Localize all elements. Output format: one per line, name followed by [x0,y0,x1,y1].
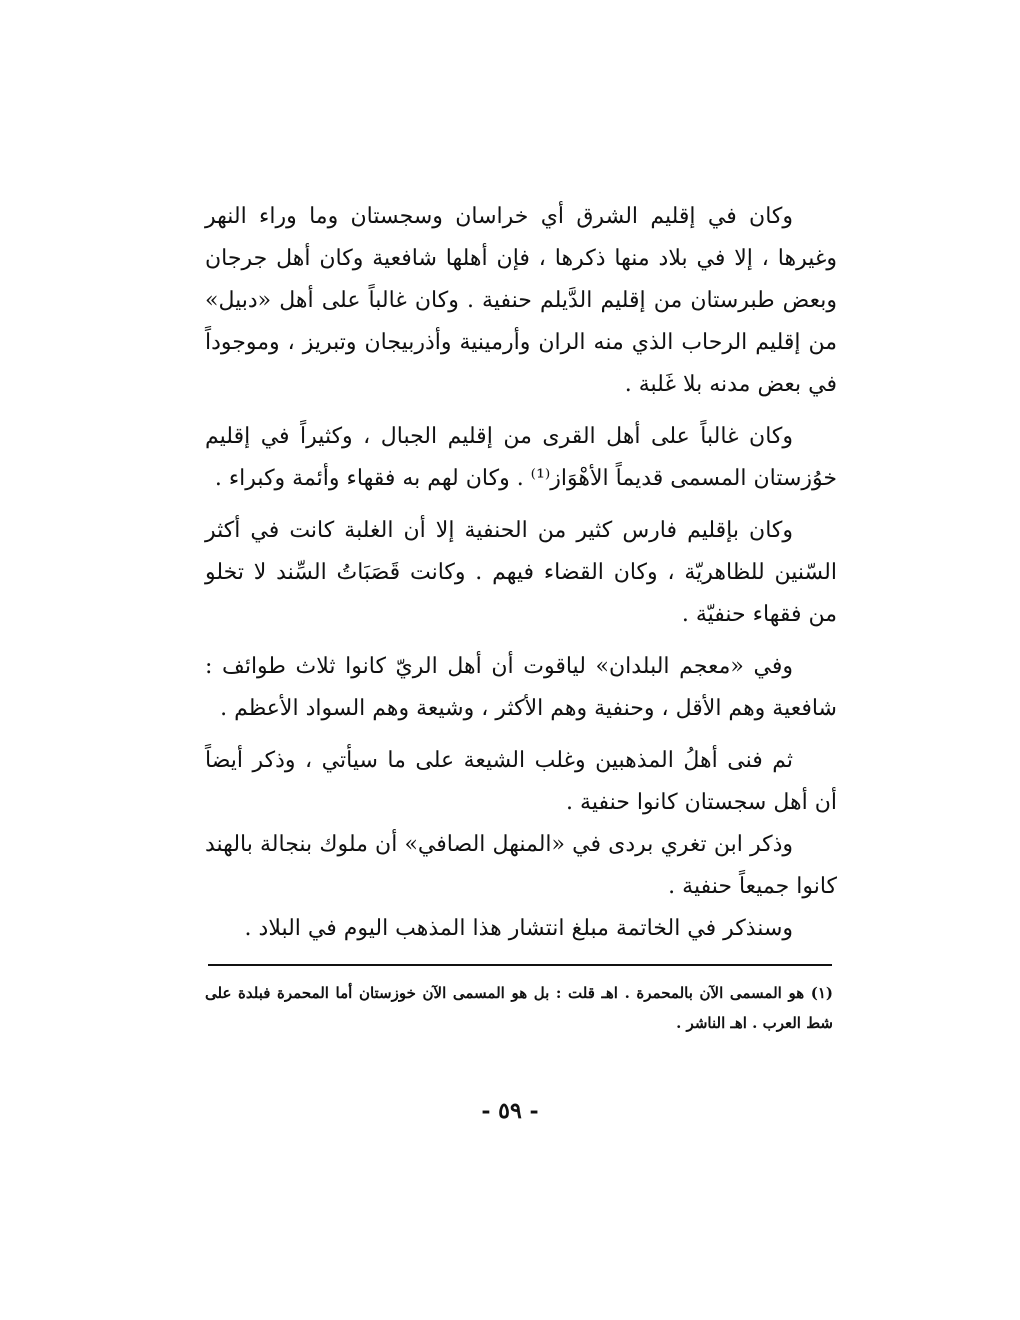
paragraph-1: وكان في إقليم الشرق أي خراسان وسجستان وما وراء النهر وغيرها ، إلا في بلاد منها ذكرها ، فإن أهلها شافعية وكان أهل جرجان وبعض طبرستان من إقليم الدَّيلم حنفية . وكان غالباً على أهل «دبيل» من إقليم الرحاب الذي منه الران وأرمينية وأذربيجان وتبريز ، وموجوداً في بعض مدنه بلا غَلبة . [205,204,837,397]
page-number: - ٥٩ - [481,1098,539,1124]
paragraph-6: وذكر ابن تغري بردى في «المنهل الصافي» أن ملوك بنجالة بالهند كانوا جميعاً حنفية . [205,832,837,899]
paragraph-4: وفي «معجم البلدان» لياقوت أن أهل الريّ كانوا ثلاث طوائف : شافعية وهم الأقل ، وحنفية وهم الأكثر ، وشيعة وهم السواد الأعظم . [205,654,837,721]
footnote-divider [208,964,832,966]
main-text [205,196,837,950]
paragraph-3: وكان بإقليم فارس كثير من الحنفية إلا أن الغلبة كانت في أكثر السّنين للظاهريّة ، وكان القضاء فيهم . وكانت قَصَبَاتُ السِّند لا تخلو من فقهاء حنفيّة . [205,518,837,627]
paragraph-7: وسنذكر في الخاتمة مبلغ انتشار هذا المذهب اليوم في البلاد . [244,916,793,941]
paragraph-2: وكان غالباً على أهل القرى من إقليم الجبال ، وكثيراً في إقليم خوُزستان المسمى قديماً الأهْوَاز⁽¹⁾ . وكان لهم به فقهاء وأئمة وكبراء . [205,424,837,491]
footnote-text: (١) هو المسمى الآن بالمحمرة . اهـ قلت : بل هو المسمى الآن خوزستان أما المحمرة فبلدة على شط العرب . اهـ الناشر . [205,984,833,1032]
footnote [205,978,833,1038]
paragraph-5: ثم فنى أهلُ المذهبين وغلب الشيعة على ما سيأتي ، وذكر أيضاً أن أهل سجستان كانوا حنفية . [205,748,837,815]
